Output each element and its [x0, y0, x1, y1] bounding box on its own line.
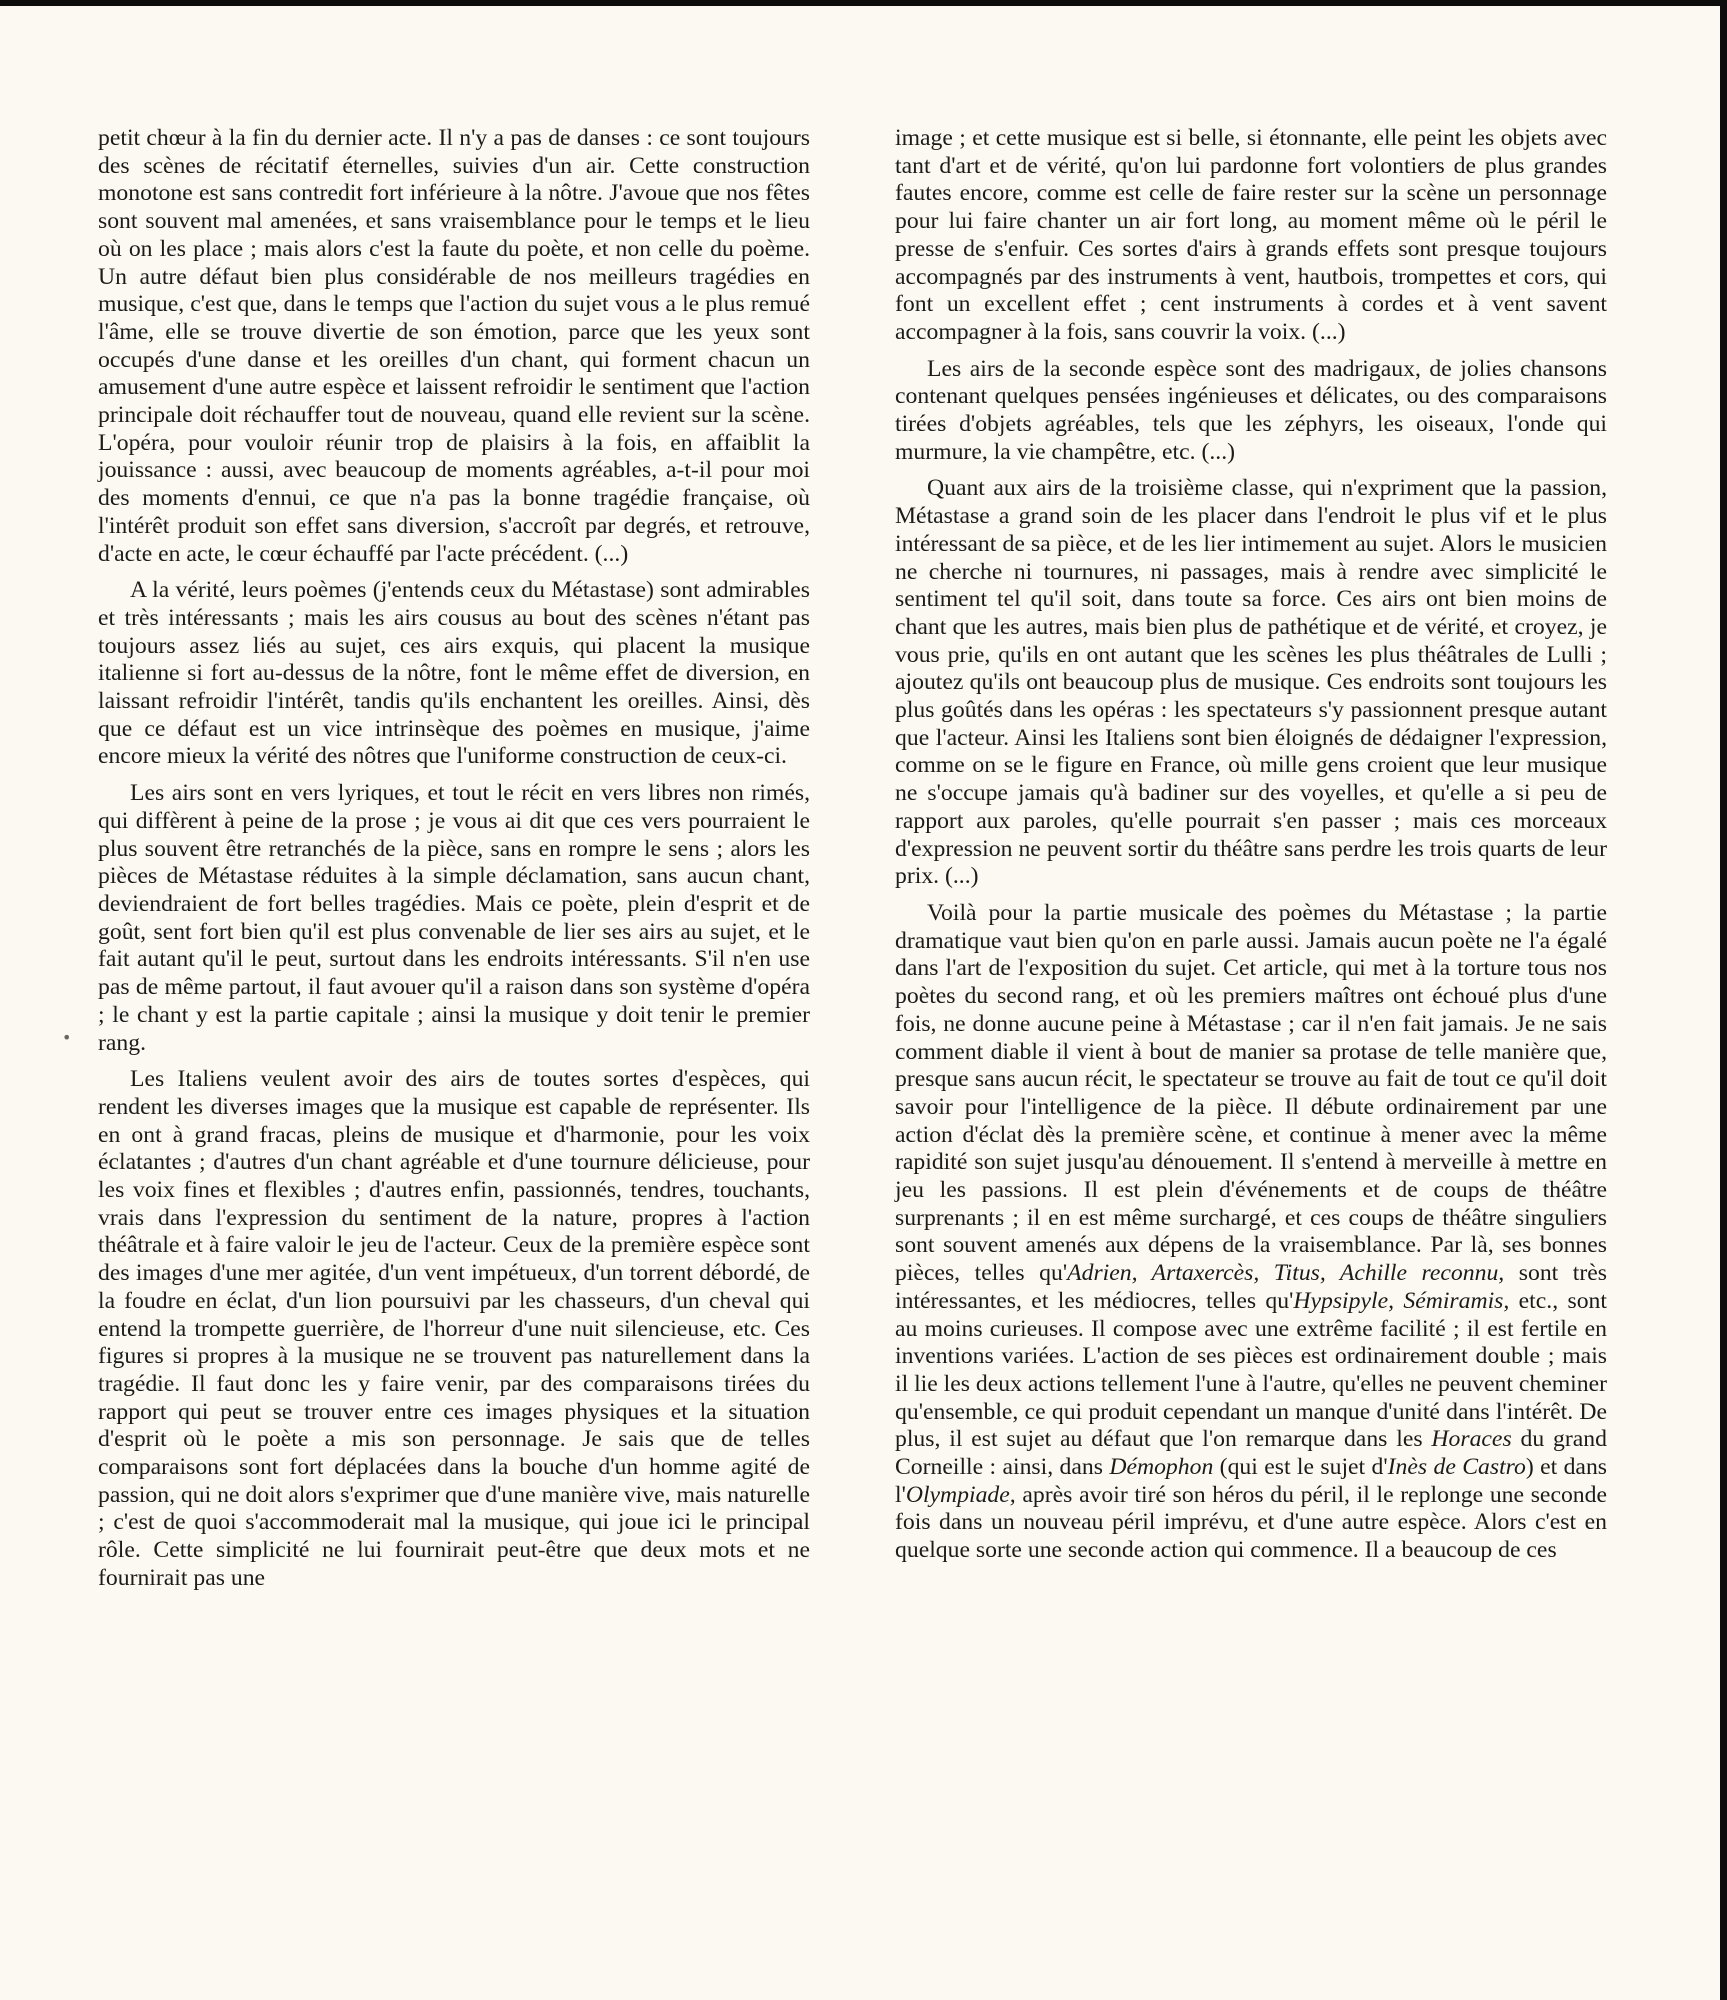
title-italic: Démophon	[1109, 1454, 1214, 1481]
paragraph: petit chœur à la fin du dernier acte. Il n'y a pas de danses : ce sont toujours des scènes de récitatif éternelles, suivies d'un air. Cette construction monotone est sans contredit fort inférieure à la nôtre. J'avoue que nos fêtes sont souvent mal amenées, et sans vraisemblance pour le temps et le lieu où on les place ; mais alors c'est la faute du poète, et non celle du poème. Un autre défaut bien plus considérable de nos meilleurs tragédies en musique, c'est que, dans le temps que l'action du sujet vous a le plus remué l'âme, elle se trouve divertie de son émotion, parce que les yeux sont occupés d'une danse et les oreilles d'un chant, qui forment chacun un amusement d'une autre espèce et laissent refroidir le sentiment que l'action principale doit réchauffer tout de nouveau, quand elle revient sur la scène. L'opéra, pour vouloir réunir trop de plaisirs à la fois, en affaiblit la jouissance : aussi, avec beaucoup de moments agréables, a-t-il pour moi des moments d'ennui, ce que n'a pas la bonne tragédie française, où l'intérêt produit son effet sans diversion, s'accroît par degrés, et retrouve, d'acte en acte, le cœur échauffé par l'acte précédent. (...)	[98, 125, 810, 567]
text-run: (qui est le sujet d'	[1213, 1454, 1388, 1481]
scan-border-right	[1720, 0, 1727, 2000]
left-column	[98, 125, 810, 1602]
margin-dot: •	[62, 1028, 72, 1047]
title-italic: Hypsipyle, Sémiramis,	[1293, 1287, 1510, 1314]
scan-border-top	[0, 0, 1727, 6]
text-run: Voilà pour la partie musicale des poèmes du Métastase ; la partie dramatique vaut bien qu'on en parle aussi. Jamais aucun poète ne l'a égalé dans l'art de l'exposition du sujet. Cet article, qui met à la torture tous nos poètes du second rang, et où les premiers maîtres ont échoué plus d'une fois, ne donne aucune peine à Métastase ; car il n'en fait jamais. Je ne sais comment diable il vient à bout de manier sa protase de telle manière que, presque sans aucun récit, le spectateur se trouve au fait de tout ce qu'il doit savoir pour l'intelligence de la pièce. Il débute ordinairement par une action d'éclat dès la première scène, et continue à mener avec la même rapidité son sujet jusqu'au dénouement. Il s'entend à merveille à mettre en jeu les passions. Il est plein d'événements et de coups de théâtre surprenants ; il en est même surchargé, et ces coups de théâtre singuliers sont souvent amenés aux dépens de la vraisemblance. Par là, ses bonnes pièces, telles qu'	[895, 899, 1607, 1287]
title-italic: Horaces	[1431, 1426, 1512, 1453]
paragraph: Quant aux airs de la troisième classe, qui n'expriment que la passion, Métastase a grand soin de les placer dans l'endroit le plus vif et le plus intéressant de sa pièce, et de les lier intimement au sujet. Alors le musicien ne cherche ni tournures, ni passages, mais à rendre avec simplicité le sentiment tel qu'il soit, dans toute sa force. Ces airs ont bien moins de chant que les autres, mais bien plus de pathétique et de vérité, et croyez, je vous prie, qu'ils en ont autant que les scènes les plus théâtrales de Lulli ; ajoutez qu'ils ont beaucoup plus de musique. Ces endroits sont toujours les plus goûtés dans les opéras : les spectateurs s'y passionnent presque autant que l'acteur. Ainsi les Italiens sont bien éloignés de dédaigner l'expression, comme on se le figure en France, où mille gens croient que leur musique ne s'occupe jamais qu'à badiner sur des voyelles, et qu'elle a si peu de rapport aux paroles, qu'elle pourrait s'en passer ; mais ces morceaux d'expression ne peuvent sortir du théâtre sans perdre les trois quarts de leur prix. (...)	[895, 475, 1607, 890]
text-run: etc., sont au moins curieuses. Il compose avec une extrême facilité ; il est fertile en inventions variées. L'action de ses pièces est ordinairement double ; mais il lie les deux actions tellement l'une à l'autre, qu'elles ne peuvent cheminer qu'ensemble, ce qui produit cependant un manque d'unité dans l'intérêt. De plus, il est sujet au défaut que l'on remarque dans les	[895, 1287, 1607, 1453]
paragraph: Les Italiens veulent avoir des airs de toutes sortes d'espèces, qui rendent les diverses images que la musique est capable de représenter. Ils en ont à grand fracas, pleins de musique et d'harmonie, pour les voix éclatantes ; d'autres d'un chant agréable et d'une tournure délicieuse, pour les voix fines et flexibles ; d'autres enfin, passionnés, tendres, touchants, vrais dans l'expression du sentiment de la nature, propres à l'action théâtrale et à faire valoir le jeu de l'acteur. Ceux de la première espèce sont des images d'une mer agitée, d'un vent impétueux, d'un torrent débordé, de la foudre en éclat, d'un lion poursuivi par les chasseurs, d'un cheval qui entend la trompette guerrière, de l'horreur d'une nuit silencieuse, etc. Ces figures si propres à la musique ne se trouvent pas naturellement dans la tragédie. Il faut donc les y faire venir, par des comparaisons tirées du rapport qui peut se trouver entre ces images physiques et la situation d'esprit où le poète a mis son personnage. Je sais que de telles comparaisons sont fort déplacées dans la bouche d'un homme agité de passion, qui ne doit alors s'exprimer que d'une manière vive, mais naturelle ; c'est de quoi s'accommoderait mal la musique, qui joue ici le principal rôle. Cette simplicité ne lui fournirait peut-être que deux mots et ne fournirait pas une	[98, 1066, 810, 1591]
text-run: sont très intéressantes, et les médiocres, telles qu'	[895, 1260, 1607, 1314]
title-italic: Inès de Castro	[1387, 1454, 1526, 1481]
paragraph: A la vérité, leurs poèmes (j'entends ceux du Métastase) sont admirables et très intéressants ; mais les airs cousus au bout des scènes n'étant pas toujours assez liés au sujet, ces airs exquis, qui placent la musique italienne si fort au-dessus de la nôtre, font le même effet de diversion, en laissant refroidir l'intérêt, tandis qu'ils enchantent les oreilles. Ainsi, dès que ce défaut est un vice intrinsèque des poèmes en musique, j'aime encore mieux la vérité des nôtres que l'uniforme construction de ceux-ci.	[98, 577, 810, 770]
right-column	[895, 125, 1607, 1574]
title-italic: Olympiade,	[905, 1481, 1016, 1508]
paragraph: image ; et cette musique est si belle, si étonnante, elle peint les objets avec tant d'art et de vérité, qu'on lui pardonne fort volontiers de plus grandes fautes encore, comme est celle de faire rester sur la scène un personnage pour lui faire chanter un air fort long, au moment même où le péril le presse de s'enfuir. Ces sortes d'airs à grands effets sont presque toujours accompagnés par des instruments à vent, hautbois, trompettes et cors, qui font un excellent effet ; cent instruments à cordes et à vent savent accompagner à la fois, sans couvrir la voix. (...)	[895, 125, 1607, 345]
paragraph: Les airs de la seconde espèce sont des madrigaux, de jolies chansons contenant quelques pensées ingénieuses et délicates, ou des comparaisons tirées d'objets agréables, tels que les zéphyrs, les oiseaux, l'onde qui murmure, la vie champêtre, etc. (...)	[895, 355, 1607, 465]
text-run: du grand Corneille : ainsi, dans	[895, 1426, 1607, 1481]
paragraph: Les airs sont en vers lyriques, et tout le récit en vers libres non rimés, qui diffèrent à peine de la prose ; je vous ai dit que ces vers pourraient le plus souvent être retranchés de la pièce, sans en rompre le sens ; alors les pièces de Métastase réduites à la simple déclamation, sans aucun chant, deviendraient de fort belles tragédies. Mais ce poète, plein d'esprit et de goût, sent fort bien qu'il est plus convenable de lier ses airs au sujet, et le fait autant qu'il le peut, surtout dans les endroits intéressants. S'il n'en use pas de même partout, il faut avouer qu'il a raison dans son système d'opéra ; le chant y est la partie capitale ; ainsi la musique y doit tenir le premier rang.	[98, 780, 810, 1056]
title-italic: Adrien, Artaxercès, Titus, Achille reconnu,	[1067, 1260, 1505, 1287]
paragraph	[895, 900, 1607, 1565]
text-run: ) et dans l'	[895, 1454, 1608, 1508]
text-run: après avoir tiré son héros du péril, il le replonge une seconde fois dans un nouveau péril imprévu, et d'une autre espèce. Alors c'est en quelque sorte une seconde action qui commence. Il a beaucoup de ces	[895, 1481, 1607, 1564]
